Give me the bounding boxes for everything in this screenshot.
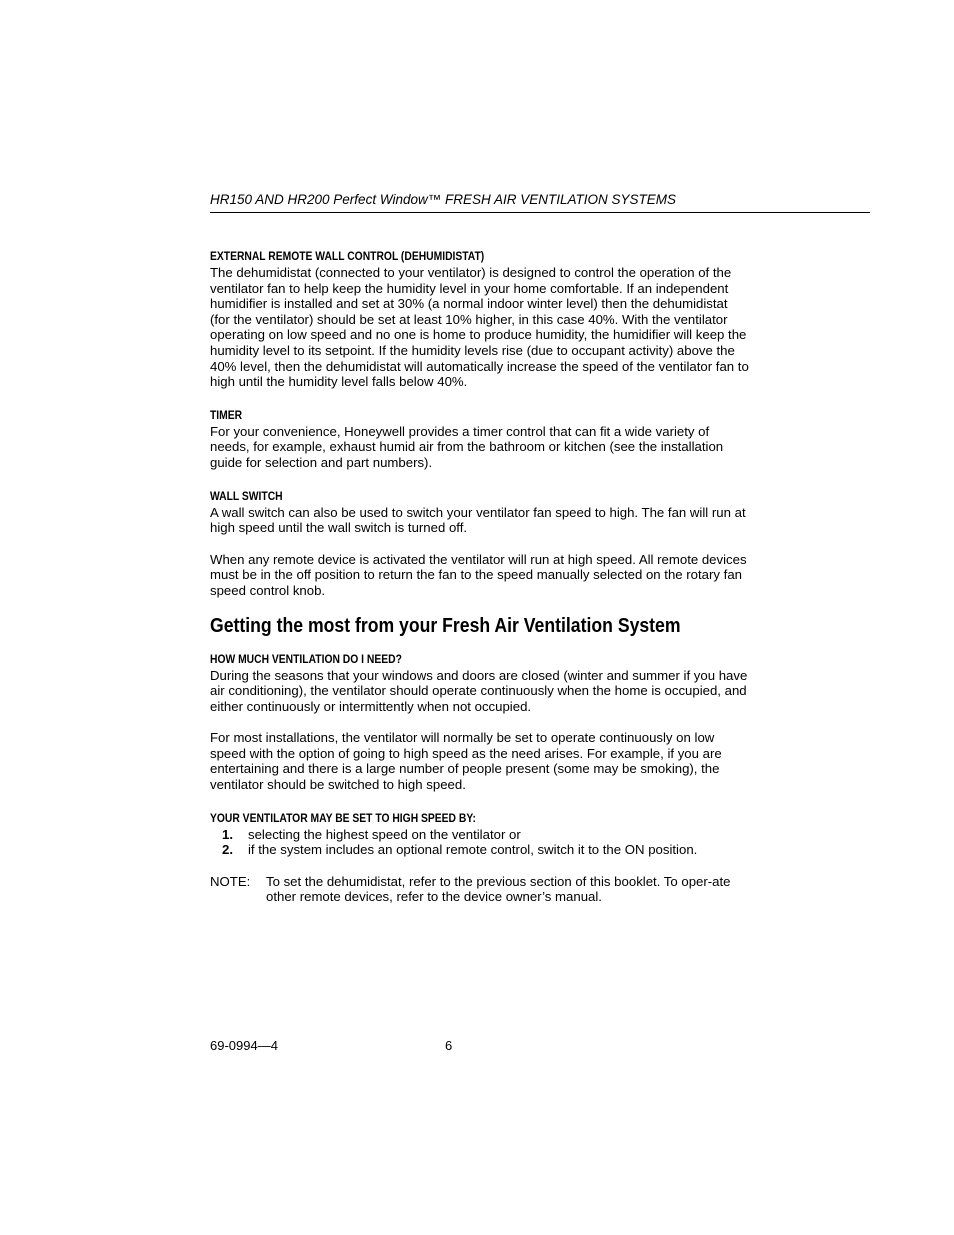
installations-body: For most installations, the ventilator will normally be set to operate continuously on low speed with the option of going to high speed as the need arises. For example, if you are entertaining and there is a large number of people present (some may be smoking), the ventilator should be switched to high speed. [210, 730, 722, 793]
header-rule [210, 212, 870, 213]
timer-body: For your convenience, Honeywell provides a timer control that can fit a wide variety of needs, for example, exhaust humid air from the bathroom or kitchen (see the installation guide for selection and part numbers). [210, 423, 724, 470]
running-header: HR150 AND HR200 Perfect Window™ FRESH AIR VENTILATION SYSTEMS [210, 192, 677, 207]
high-speed-heading: YOUR VENTILATOR MAY BE SET TO HIGH SPEED BY: [210, 810, 476, 825]
timer-heading: TIMER [210, 407, 243, 422]
step-text: selecting the highest speed on the ventilator or [248, 826, 521, 842]
step-text: if the system includes an optional remote control, switch it to the ON position. [248, 842, 698, 858]
step-number: 2. [222, 842, 233, 858]
dehumidistat-body: The dehumidistat (connected to your ventilator) is designed to control the operation of the ventilator fan to help keep the humidity level in your home comfortable. If an independent humidifier is installed and set at 30% (a normal indoor winter level) then the dehumidistat (for the ventilator) should be set at least 10% higher, in this case 40%. With the ventilator operating on low speed and no one is home to produce humidity, the humidifier will keep the humidity level to its setpoint. If the humidity levels rise (due to occupant activity) above the 40% level, then the dehumidistat will automatically increase the speed of the ventilator fan to high until the humidity level falls below 40%. [210, 265, 749, 390]
how-much-body: During the seasons that your windows and doors are closed (winter and summer if you have air conditioning), the ventilator should operate continuously when the home is occupied, and either continuously or intermittently when not occupied. [210, 667, 748, 714]
note-label: NOTE: [210, 873, 251, 889]
remote-device-body: When any remote device is activated the ventilator will run at high speed. All remote devices must be in the off position to return the fan to the speed manually selected on the rotary fan speed control knob. [210, 551, 747, 598]
getting-most-heading: Getting the most from your Fresh Air Ventilation System [210, 613, 681, 637]
how-much-heading: HOW MUCH VENTILATION DO I NEED? [210, 651, 402, 666]
list-item [210, 827, 750, 843]
note-text: To set the dehumidistat, refer to the previous section of this booklet. To oper-ate other remote devices, refer to the device owner’s manual. [266, 873, 731, 905]
list-item [210, 842, 750, 858]
wall-switch-body: A wall switch can also be used to switch your ventilator fan speed to high. The fan will run at high speed until the wall switch is turned off. [210, 504, 746, 536]
wall-switch-heading: WALL SWITCH [210, 488, 283, 503]
note [210, 874, 750, 905]
page-number: 6 [445, 1038, 453, 1053]
page-content [210, 248, 750, 905]
doc-number: 69-0994—4 [210, 1038, 278, 1053]
step-number: 1. [222, 826, 233, 842]
dehumidistat-heading: EXTERNAL REMOTE WALL CONTROL (DEHUMIDISTAT) [210, 249, 485, 263]
